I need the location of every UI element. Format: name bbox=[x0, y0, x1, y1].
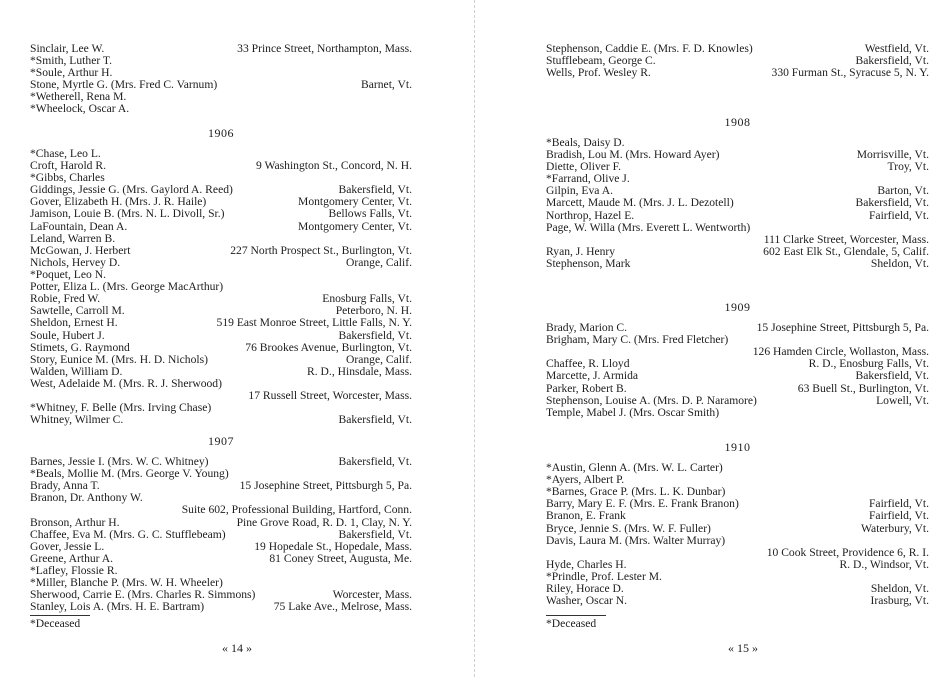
alumni-entry bbox=[30, 317, 412, 329]
alumni-name: Riley, Horace D. bbox=[546, 582, 624, 595]
alumni-name: *Beals, Daisy D. bbox=[546, 136, 625, 149]
alumni-address: Bakersfield, Vt. bbox=[855, 54, 929, 67]
alumni-name: Ryan, J. Henry bbox=[546, 245, 616, 258]
alumni-address: Enosburg Falls, Vt. bbox=[322, 292, 412, 305]
alumni-address: Orange, Calif. bbox=[346, 353, 412, 366]
alumni-address: 111 Clarke Street, Worcester, Mass. bbox=[763, 233, 929, 246]
alumni-name: Brady, Anna T. bbox=[30, 479, 100, 492]
alumni-name: *Chase, Leo L. bbox=[30, 147, 101, 160]
alumni-address: Pine Grove Road, R. D. 1, Clay, N. Y. bbox=[236, 516, 412, 529]
alumni-name: *Farrand, Olive J. bbox=[546, 172, 630, 185]
alumni-name: Gilpin, Eva A. bbox=[546, 184, 613, 197]
alumni-name: Parker, Robert B. bbox=[546, 382, 627, 395]
alumni-entry bbox=[30, 504, 412, 516]
class-year-heading: 1906 bbox=[208, 126, 234, 140]
class-year-heading: 1909 bbox=[724, 300, 751, 314]
alumni-name: Barry, Mary E. F. (Mrs. E. Frank Branon) bbox=[546, 497, 739, 510]
alumni-name: Jamison, Louie B. (Mrs. N. L. Divoll, Sr.) bbox=[30, 207, 225, 220]
footnote: *Deceased bbox=[546, 617, 597, 630]
alumni-address: Bakersfield, Vt. bbox=[338, 183, 412, 196]
alumni-address: Bellows Falls, Vt. bbox=[328, 207, 412, 220]
alumni-name: Croft, Harold R. bbox=[30, 159, 106, 172]
alumni-address: 519 East Monroe Street, Little Falls, N. Y. bbox=[216, 316, 412, 329]
alumni-name: Marcett, Maude M. (Mrs. J. L. Dezotell) bbox=[546, 196, 734, 209]
alumni-name: Soule, Hubert J. bbox=[30, 329, 105, 342]
alumni-entry bbox=[546, 197, 929, 209]
alumni-name: Sherwood, Carrie E. (Mrs. Charles R. Simmons) bbox=[30, 588, 256, 601]
alumni-name: *Barnes, Grace P. (Mrs. L. K. Dunbar) bbox=[546, 485, 726, 498]
alumni-address: Barnet, Vt. bbox=[361, 78, 412, 91]
alumni-address: Barton, Vt. bbox=[877, 184, 929, 197]
alumni-entry bbox=[546, 595, 929, 607]
alumni-address: Orange, Calif. bbox=[346, 256, 412, 269]
alumni-name: Stanley, Lois A. (Mrs. H. E. Bartram) bbox=[30, 600, 205, 613]
alumni-name: *Ayers, Albert P. bbox=[546, 473, 625, 486]
alumni-name: Chaffee, Eva M. (Mrs. G. C. Stufflebeam) bbox=[30, 528, 226, 541]
alumni-name: Washer, Oscar N. bbox=[546, 594, 628, 607]
alumni-name: Potter, Eliza L. (Mrs. George MacArthur) bbox=[30, 280, 224, 293]
class-year-heading: 1908 bbox=[724, 115, 751, 129]
alumni-address: 126 Hamden Circle, Wollaston, Mass. bbox=[752, 345, 929, 358]
page-gutter bbox=[474, 0, 475, 677]
alumni-address: Bakersfield, Vt. bbox=[855, 196, 929, 209]
alumni-name: Greene, Arthur A. bbox=[30, 552, 114, 565]
alumni-address: 33 Prince Street, Northampton, Mass. bbox=[237, 42, 412, 55]
alumni-name: *Lafley, Flossie R. bbox=[30, 564, 118, 577]
alumni-address: 9 Washington St., Concord, N. H. bbox=[255, 159, 412, 172]
alumni-name: Chaffee, R. Lloyd bbox=[546, 357, 630, 370]
alumni-name: Bronson, Arthur H. bbox=[30, 516, 120, 529]
alumni-address: Sheldon, Vt. bbox=[870, 257, 929, 270]
alumni-address: 227 North Prospect St., Burlington, Vt. bbox=[230, 244, 412, 257]
alumni-name: McGowan, J. Herbert bbox=[30, 244, 131, 257]
alumni-name: Barnes, Jessie I. (Mrs. W. C. Whitney) bbox=[30, 455, 209, 468]
class-year-heading: 1907 bbox=[208, 434, 234, 448]
alumni-entry bbox=[546, 370, 929, 382]
alumni-entry bbox=[546, 407, 929, 419]
alumni-address: 81 Coney Street, Augusta, Me. bbox=[269, 552, 412, 565]
alumni-address: Bakersfield, Vt. bbox=[338, 329, 412, 342]
alumni-address: 63 Buell St., Burlington, Vt. bbox=[797, 382, 929, 395]
alumni-address: 75 Lake Ave., Melrose, Mass. bbox=[273, 600, 412, 613]
alumni-name: *Smith, Luther T. bbox=[30, 54, 113, 67]
alumni-name: Story, Eunice M. (Mrs. H. D. Nichols) bbox=[30, 353, 208, 366]
alumni-entry bbox=[546, 258, 929, 270]
alumni-name: Gover, Jessie L. bbox=[30, 540, 105, 553]
alumni-address: Bakersfield, Vt. bbox=[338, 413, 412, 426]
footnote: *Deceased bbox=[30, 617, 81, 630]
alumni-entry bbox=[30, 103, 412, 115]
alumni-address: 19 Hopedale St., Hopedale, Mass. bbox=[254, 540, 412, 553]
alumni-name: Branon, Dr. Anthony W. bbox=[30, 491, 143, 504]
alumni-name: West, Adelaide M. (Mrs. R. J. Sherwood) bbox=[30, 377, 222, 390]
alumni-name: Giddings, Jessie G. (Mrs. Gaylord A. Reed) bbox=[30, 183, 233, 196]
alumni-address: Fairfield, Vt. bbox=[868, 509, 929, 522]
alumni-name: *Prindle, Prof. Lester M. bbox=[546, 570, 662, 583]
alumni-name: Page, W. Willa (Mrs. Everett L. Wentworth) bbox=[546, 221, 751, 234]
alumni-entry bbox=[30, 601, 412, 613]
alumni-name: *Whitney, F. Belle (Mrs. Irving Chase) bbox=[30, 401, 212, 414]
alumni-name: Temple, Mabel J. (Mrs. Oscar Smith) bbox=[546, 406, 720, 419]
left-page bbox=[0, 0, 474, 677]
alumni-address: Bakersfield, Vt. bbox=[855, 369, 929, 382]
alumni-address: 15 Josephine Street, Pittsburgh 5, Pa. bbox=[239, 479, 412, 492]
alumni-name: *Beals, Mollie M. (Mrs. George V. Young) bbox=[30, 467, 229, 480]
alumni-address: Sheldon, Vt. bbox=[870, 582, 929, 595]
alumni-address: Westfield, Vt. bbox=[864, 42, 929, 55]
alumni-entry bbox=[546, 67, 929, 79]
alumni-address: Waterbury, Vt. bbox=[861, 522, 929, 535]
alumni-name: Northrop, Hazel E. bbox=[546, 209, 635, 222]
alumni-name: Diette, Oliver F. bbox=[546, 160, 622, 173]
alumni-name: *Poquet, Leo N. bbox=[30, 268, 106, 281]
alumni-address: Suite 602, Professional Building, Hartford, Conn. bbox=[181, 503, 412, 516]
alumni-address: 15 Josephine Street, Pittsburgh 5, Pa. bbox=[756, 321, 929, 334]
alumni-name: Stephenson, Mark bbox=[546, 257, 631, 270]
alumni-name: Marcette, J. Armida bbox=[546, 369, 639, 382]
alumni-name: Hyde, Charles H. bbox=[546, 558, 627, 571]
footnote-rule bbox=[546, 615, 606, 616]
alumni-address: Troy, Vt. bbox=[887, 160, 929, 173]
alumni-name: *Wheelock, Oscar A. bbox=[30, 102, 130, 115]
alumni-address: Irasburg, Vt. bbox=[870, 594, 929, 607]
alumni-address: Montgomery Center, Vt. bbox=[298, 220, 412, 233]
alumni-address: R. D., Enosburg Falls, Vt. bbox=[808, 357, 929, 370]
alumni-name: Stone, Myrtle G. (Mrs. Fred C. Varnum) bbox=[30, 78, 218, 91]
alumni-address: Worcester, Mass. bbox=[332, 588, 412, 601]
alumni-name: *Miller, Blanche P. (Mrs. W. H. Wheeler) bbox=[30, 576, 223, 589]
alumni-name: Sinclair, Lee W. bbox=[30, 42, 105, 55]
directory-listing bbox=[546, 0, 929, 607]
alumni-name: Gover, Elizabeth H. (Mrs. J. R. Haile) bbox=[30, 195, 207, 208]
directory-listing bbox=[30, 0, 412, 613]
alumni-address: Morrisville, Vt. bbox=[856, 148, 929, 161]
alumni-address: R. D., Hinsdale, Mass. bbox=[307, 365, 412, 378]
alumni-name: Stimets, G. Raymond bbox=[30, 341, 130, 354]
alumni-address: Bakersfield, Vt. bbox=[338, 528, 412, 541]
alumni-address: 17 Russell Street, Worcester, Mass. bbox=[248, 389, 412, 402]
alumni-address: R. D., Windsor, Vt. bbox=[839, 558, 929, 571]
alumni-address: 602 East Elk St., Glendale, 5, Calif. bbox=[763, 245, 929, 258]
alumni-address: 330 Furman St., Syracuse 5, N. Y. bbox=[771, 66, 929, 79]
alumni-name: Stufflebeam, George C. bbox=[546, 54, 656, 67]
alumni-address: Bakersfield, Vt. bbox=[338, 455, 412, 468]
alumni-address: Fairfield, Vt. bbox=[868, 497, 929, 510]
alumni-name: *Soule, Arthur H. bbox=[30, 66, 113, 79]
alumni-entry bbox=[30, 208, 412, 220]
alumni-name: Stephenson, Louise A. (Mrs. D. P. Naramore) bbox=[546, 394, 757, 407]
alumni-entry bbox=[546, 510, 929, 522]
alumni-name: Branon, E. Frank bbox=[546, 509, 626, 522]
right-page bbox=[476, 0, 950, 677]
alumni-name: Brady, Marion C. bbox=[546, 321, 628, 334]
alumni-name: Bryce, Jennie S. (Mrs. W. F. Fuller) bbox=[546, 522, 711, 535]
alumni-address: Lowell, Vt. bbox=[876, 394, 929, 407]
alumni-address: Peterboro, N. H. bbox=[335, 304, 412, 317]
alumni-entry bbox=[30, 414, 412, 426]
alumni-name: LaFountain, Dean A. bbox=[30, 220, 128, 233]
alumni-name: *Austin, Glenn A. (Mrs. W. L. Carter) bbox=[546, 461, 723, 474]
alumni-name: Davis, Laura M. (Mrs. Walter Murray) bbox=[546, 534, 726, 547]
alumni-name: *Gibbs, Charles bbox=[30, 171, 105, 184]
alumni-name: Nichols, Hervey D. bbox=[30, 256, 121, 269]
alumni-name: Whitney, Wilmer C. bbox=[30, 413, 124, 426]
alumni-name: Wells, Prof. Wesley R. bbox=[546, 66, 651, 79]
alumni-name: Walden, William D. bbox=[30, 365, 123, 378]
alumni-name: Sheldon, Ernest H. bbox=[30, 316, 118, 329]
alumni-name: Sawtelle, Carroll M. bbox=[30, 304, 125, 317]
alumni-name: Brigham, Mary C. (Mrs. Fred Fletcher) bbox=[546, 333, 729, 346]
alumni-name: Leland, Warren B. bbox=[30, 232, 116, 245]
alumni-address: 76 Brookes Avenue, Burlington, Vt. bbox=[245, 341, 412, 354]
alumni-name: *Wetherell, Rena M. bbox=[30, 90, 127, 103]
alumni-address: 10 Cook Street, Providence 6, R. I. bbox=[766, 546, 929, 559]
alumni-name: Bradish, Lou M. (Mrs. Howard Ayer) bbox=[546, 148, 720, 161]
alumni-address: Montgomery Center, Vt. bbox=[298, 195, 412, 208]
alumni-name: Stephenson, Caddie E. (Mrs. F. D. Knowles) bbox=[546, 42, 753, 55]
page-number: « 15 » bbox=[728, 641, 758, 655]
class-year-heading: 1910 bbox=[724, 440, 751, 454]
alumni-address: Fairfield, Vt. bbox=[868, 209, 929, 222]
footnote-rule bbox=[30, 615, 90, 616]
alumni-name: Robie, Fred W. bbox=[30, 292, 101, 305]
page-number: « 14 » bbox=[222, 641, 252, 655]
